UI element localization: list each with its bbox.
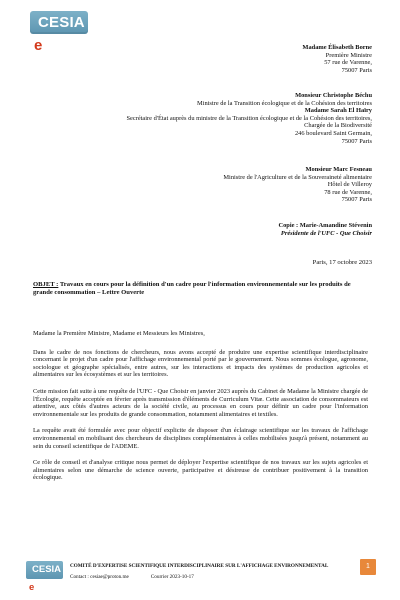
- recipient-name: Madame Sarah El Haïry: [304, 107, 372, 115]
- page-number: 1: [360, 559, 376, 575]
- logo-text: CESIA: [38, 14, 85, 31]
- footer-logo-text: CESIA: [32, 564, 62, 575]
- page-footer: [26, 559, 376, 593]
- footer-logo: [26, 561, 63, 593]
- logo-accent: e: [34, 37, 43, 54]
- recipient-line: Hôtel de Villeroy: [327, 181, 372, 189]
- recipient-line: Ministre de l'Agriculture et de la Souveraineté alimentaire: [223, 173, 372, 181]
- recipient-line: 75007 Paris: [341, 66, 372, 74]
- recipient-block-1: [42, 44, 372, 74]
- subject-text: Travaux en cours pour la définition d'un cadre pour l'information environnementale sur les produits de grande consommation – Lettre Ouverte: [33, 281, 351, 296]
- copy-block: [42, 222, 372, 237]
- recipient-line: Première Ministre: [325, 51, 372, 59]
- footer-reference: Courrier 2023-10-17: [150, 574, 194, 580]
- body-paragraph: La requête avait été formulée avec pour objectif explicite de disposer d'un éclairage scientifique sur les travaux de l'affichage environnemental en mobilisant des chercheurs de disciplines complémentaires à celles mobilisées jusqu'à présent, notamment au sein du conseil scientifique de l'ADEME.: [33, 427, 368, 450]
- recipient-line: 246 boulevard Saint Germain,: [294, 129, 372, 137]
- subject-line: [33, 281, 363, 297]
- recipient-name: Monsieur Christophe Béchu: [295, 92, 372, 99]
- body-paragraph: Cette mission fait suite à une requête de l'UFC - Que Choisir en janvier 2023 auprès du Cabinet de Madame la Ministre chargée de l'Écologie, requête acceptée en février après transmission d'éléments de Curriculum Vitæ. Cette association de consommateurs est attentive, aux côtés d'autres acteurs de la société civile, au processus en cours pour définir un cadre pour l'information environnementale sur les produits de grande consommation, notamment alimentaires et textiles.: [33, 387, 368, 418]
- recipient-line: Ministre de la Transition écologique et de la Cohésion des territoires: [197, 99, 372, 107]
- copy-title: Présidente de l'UFC - Que Choisir: [280, 229, 372, 237]
- recipient-line: 78 rue de Varenne,: [324, 188, 372, 196]
- recipient-block-3: [42, 166, 372, 204]
- letter-date: Paris, 17 octobre 2023: [312, 259, 372, 266]
- footer-contact: Contact : cesiae@proton.me: [70, 574, 129, 580]
- recipient-block-2: [42, 92, 372, 145]
- recipient-line: Secrétaire d'État auprès du ministre de la Transition écologique et de la Cohésion des territoires,: [126, 114, 372, 122]
- recipient-name: Madame Élisabeth Borne: [302, 44, 372, 51]
- recipient-line: Chargée de la Biodiversité: [304, 122, 372, 130]
- letter-body: [33, 330, 368, 491]
- copy-recipient: Copie : Marie-Amandine Stévenin: [278, 222, 372, 229]
- body-paragraph: Dans le cadre de nos fonctions de chercheurs, nous avons accepté de produire une expertise scientifique interdisciplinaire concernant le projet d'un cadre pour l'affichage environnemental porté par le gouvernement. Nous sommes écologue, agronome, sociologue et géographe spécialisés, entre autres, sur les interactions et impacts des systèmes de production agricoles et alimentaires sur les écosystèmes et sur les territoires.: [33, 348, 368, 379]
- cesiae-logo: [30, 11, 88, 54]
- recipient-line: 75007 Paris: [341, 196, 372, 204]
- recipient-line: 57 rue de Varenne,: [324, 59, 372, 67]
- recipient-line: 75007 Paris: [341, 137, 372, 145]
- salutation: Madame la Première Ministre, Madame et Messieurs les Ministres,: [33, 330, 205, 337]
- subject-label: OBJET :: [33, 281, 59, 288]
- recipient-name: Monsieur Marc Fesneau: [305, 166, 372, 173]
- footer-logo-accent: e: [29, 582, 35, 593]
- body-paragraph: Ce rôle de conseil et d'analyse critique nous permet de déployer l'expertise scientifique de nos travaux sur les sujets agricoles et alimentaires selon une démarche de science ouverte, participative et désireuse de contribuer positivement à la transition écologique.: [33, 459, 368, 482]
- footer-meta: [70, 574, 194, 580]
- footer-title: COMITÉ D'EXPERTISE SCIENTIFIQUE INTERDISCIPLINAIRE SUR L'AFFICHAGE ENVIRONNEMENTAL: [70, 563, 329, 569]
